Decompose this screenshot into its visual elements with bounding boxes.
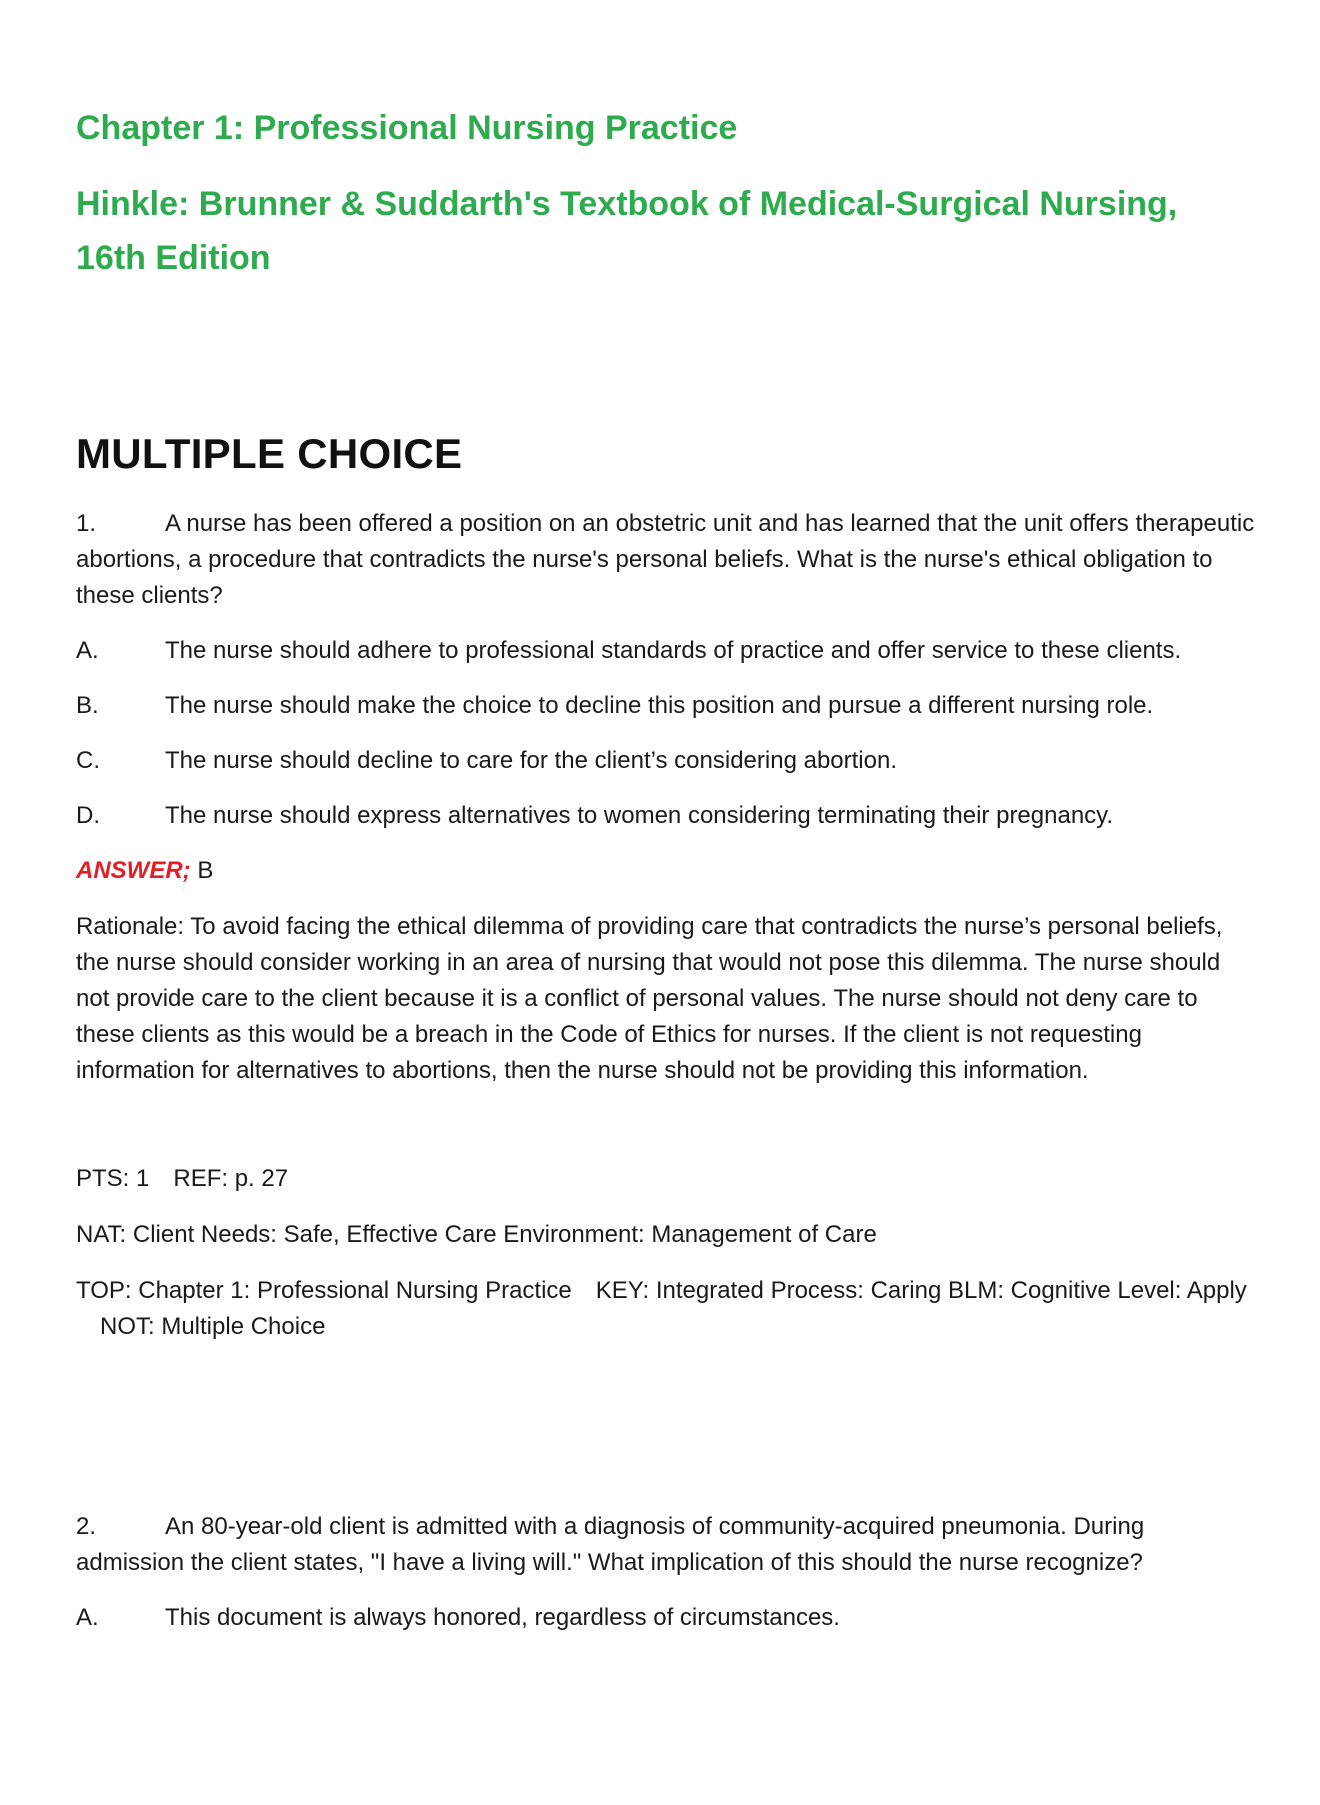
option-text: The nurse should adhere to professional standards of practice and offer service to these clients.	[165, 637, 1182, 664]
chapter-title: Chapter 1: Professional Nursing Practice	[76, 109, 738, 147]
option-letter: B.	[76, 692, 99, 719]
option-letter: C.	[76, 747, 100, 774]
option-text: The nurse should decline to care for the client’s considering abortion.	[165, 747, 897, 774]
question-text: An 80-year-old client is admitted with a diagnosis of community-acquired pneumonia. During admission the client states, "I have a living will." What implication of this should the nurse recognize?	[76, 1513, 1145, 1576]
key: KEY: Integrated Process: Caring BLM: Cognitive Level: Apply	[595, 1277, 1247, 1304]
option-text: The nurse should make the choice to decline this position and pursue a different nursing role.	[165, 692, 1154, 719]
option-text: This document is always honored, regardless of circumstances.	[165, 1604, 840, 1631]
nat-line: NAT: Client Needs: Safe, Effective Care Environment: Management of Care	[76, 1221, 877, 1248]
question-1	[76, 506, 1256, 1345]
question-stem	[76, 506, 1256, 614]
topic: TOP: Chapter 1: Professional Nursing Practice	[76, 1277, 572, 1304]
answer-label: ANSWER;	[76, 857, 191, 884]
pts-ref-line	[76, 1161, 1256, 1197]
reference: REF: p. 27	[173, 1165, 289, 1192]
option-text: The nurse should express alternatives to women considering terminating their pregnancy.	[165, 802, 1114, 829]
option-letter: A.	[76, 1604, 99, 1631]
option-a	[76, 1600, 1256, 1636]
question-number: 2.	[76, 1513, 97, 1540]
option-letter: D.	[76, 802, 100, 829]
rationale: Rationale: To avoid facing the ethical dilemma of providing care that contradicts the nurse’s personal beliefs, the nurse should consider working in an area of nursing that would not pose this dilemma. The nurse should not provide care to the client because it is a conflict of personal values. The nurse should not deny care to these clients as this would be a breach in the Code of Ethics for nurses. If the client is not requesting information for alternatives to abortions, then the nurse should not be providing this information.	[76, 913, 1223, 1084]
answer-line	[76, 853, 1256, 889]
question-number: 1.	[76, 510, 97, 537]
book-title: Hinkle: Brunner & Suddarth's Textbook of Medical-Surgical Nursing, 16th Edition	[76, 185, 1178, 277]
top-key-line	[76, 1273, 1256, 1345]
answer-value: B	[197, 857, 214, 884]
option-d	[76, 798, 1256, 834]
question-text: A nurse has been offered a position on an obstetric unit and has learned that the unit offers therapeutic abortions, a procedure that contradicts the nurse's personal beliefs. What is the nurse's ethical obligation to these clients?	[76, 510, 1255, 609]
points: PTS: 1	[76, 1165, 150, 1192]
option-b	[76, 688, 1256, 724]
section-heading: MULTIPLE CHOICE	[76, 430, 463, 477]
option-letter: A.	[76, 637, 99, 664]
question-2	[76, 1509, 1256, 1636]
page-content	[76, 106, 1256, 1636]
option-c	[76, 743, 1256, 779]
question-stem	[76, 1509, 1256, 1581]
option-a	[76, 633, 1256, 669]
not-type: NOT: Multiple Choice	[100, 1313, 326, 1340]
